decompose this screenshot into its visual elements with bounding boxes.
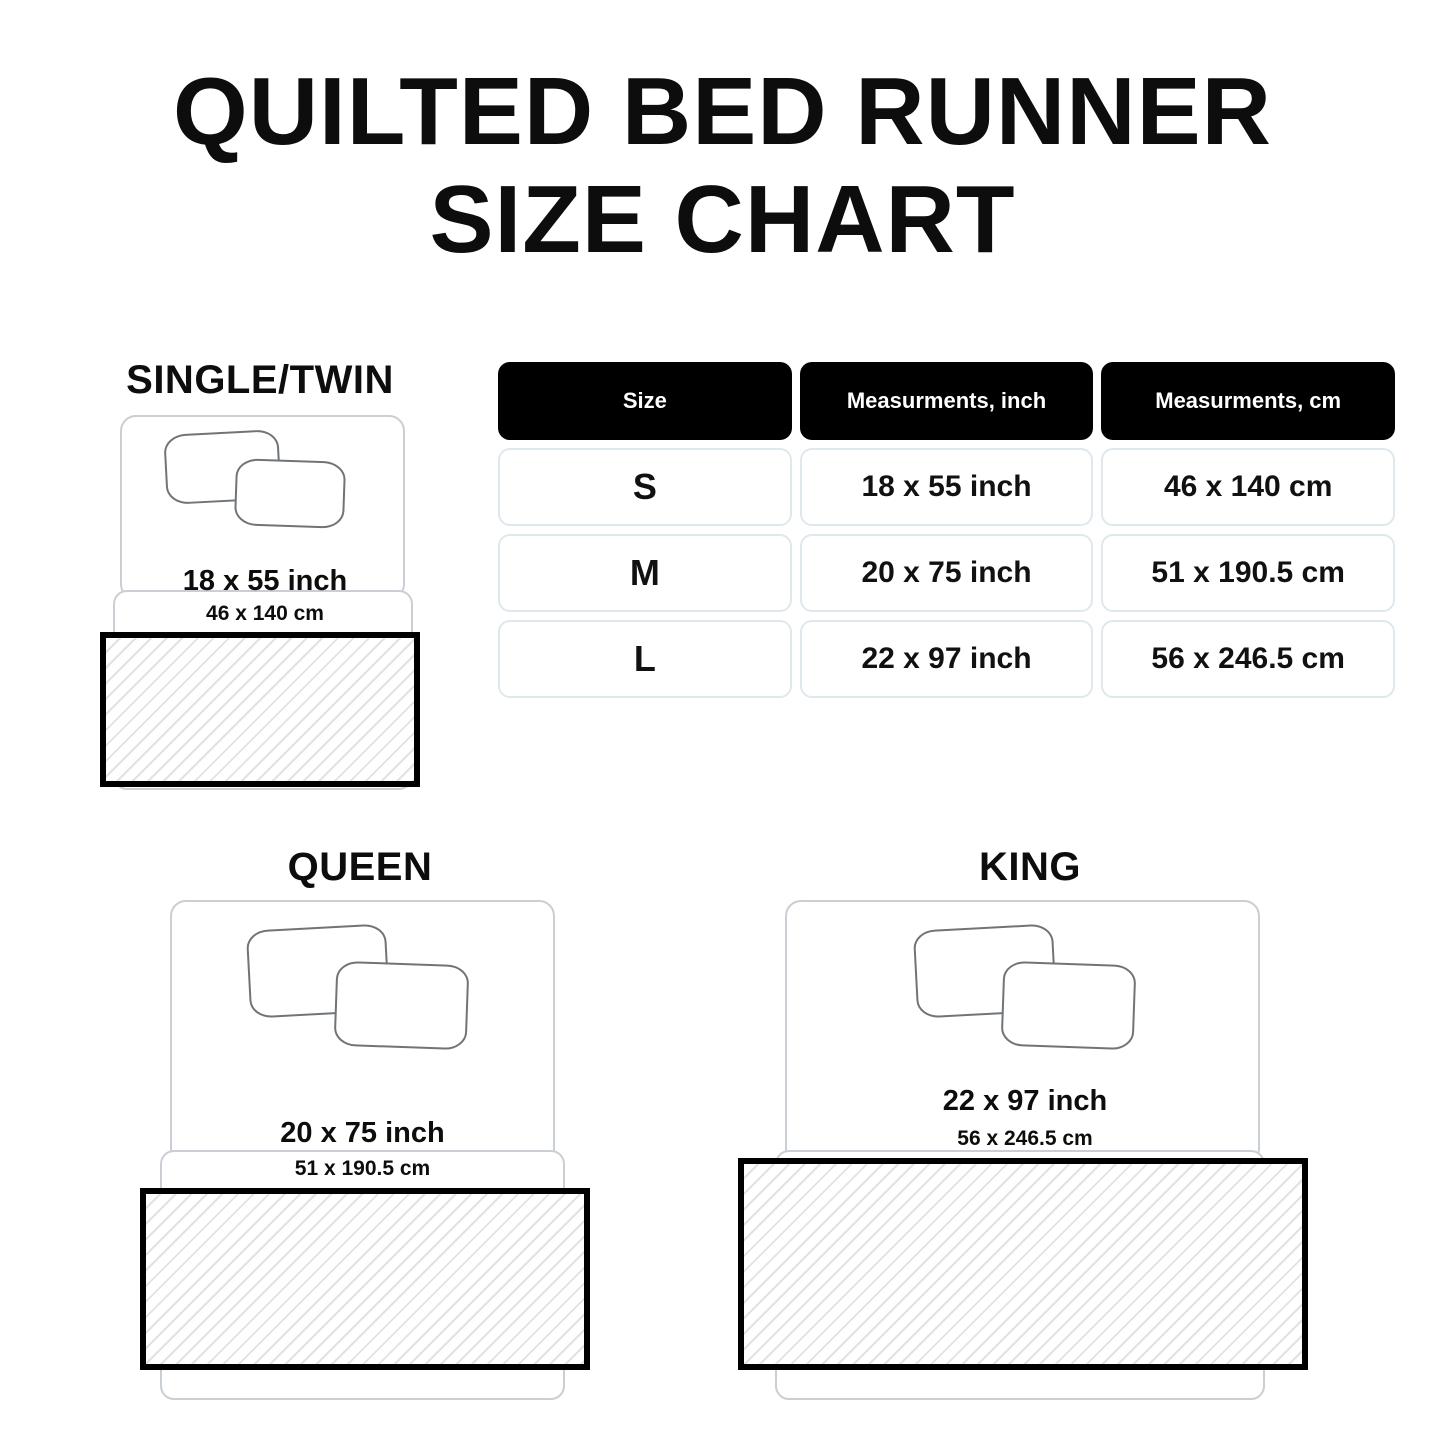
dimension-cm-king: 56 x 246.5 cm [957,1127,1093,1150]
cell-cm: 51 x 190.5 cm [1101,534,1395,612]
size-table [498,362,1395,706]
cell-inch: 18 x 55 inch [800,448,1094,526]
dimension-cm-single-twin: 46 x 140 cm [206,602,324,625]
bed-label-king: KING [979,845,1081,889]
table-header-cm: Measurments, cm [1101,362,1395,440]
bed-runner-king [738,1158,1308,1370]
pillow-front [234,458,346,529]
table-header-row [498,362,1395,440]
table-header-inch: Measurments, inch [800,362,1094,440]
pillow-front [334,961,470,1051]
cell-size: M [498,534,792,612]
table-row [498,448,1395,526]
table-header-size: Size [498,362,792,440]
bed-illustration-queen [120,895,640,1415]
cell-cm: 46 x 140 cm [1101,448,1395,526]
dimension-cm-queen: 51 x 190.5 cm [294,1157,431,1180]
bed-illustration-king [730,895,1330,1415]
table-row [498,620,1395,698]
cell-cm: 56 x 246.5 cm [1101,620,1395,698]
cell-size: L [498,620,792,698]
bed-runner-queen [140,1188,590,1370]
page-title [0,58,1445,273]
bed-runner-single-twin [100,632,420,787]
table-row [498,534,1395,612]
title-line-2: SIZE CHART [429,165,1016,273]
cell-size: S [498,448,792,526]
bed-label-single-twin: SINGLE/TWIN [126,358,394,402]
cell-inch: 20 x 75 inch [800,534,1094,612]
dimension-inch-queen: 20 x 75 inch [280,1117,445,1149]
dimension-inch-king: 22 x 97 inch [942,1085,1108,1117]
bed-illustration-single-twin [60,410,480,810]
dimension-inch-single-twin: 18 x 55 inch [182,565,348,597]
title-line-1: QUILTED BED RUNNER [173,58,1272,165]
pillow-front [1001,961,1137,1051]
cell-inch: 22 x 97 inch [800,620,1094,698]
bed-label-queen: QUEEN [287,845,433,889]
